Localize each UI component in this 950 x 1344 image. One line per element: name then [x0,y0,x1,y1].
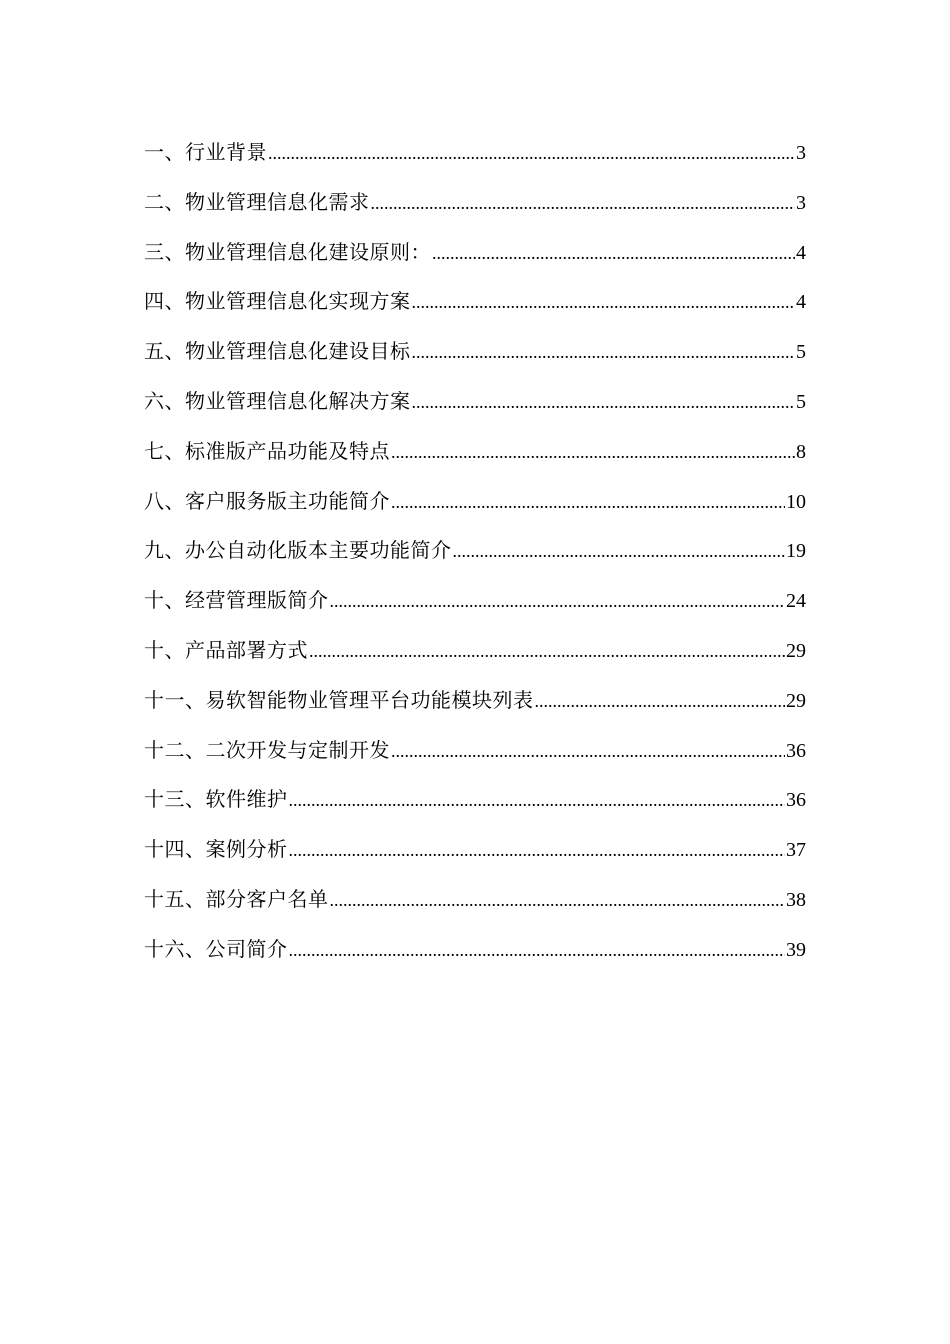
toc-leader-dots [289,928,786,972]
toc-entry-page: 29 [786,639,806,662]
toc-leader-dots [453,529,786,573]
toc-entry-title: 十五、部分客户名单 [144,886,329,911]
toc-entry-page: 37 [786,839,806,862]
toc-leader-dots [330,878,786,922]
toc-entry-page: 39 [786,938,806,961]
toc-entry[interactable] [144,429,806,479]
toc-entry[interactable] [144,479,806,529]
toc-entry-page: 24 [786,590,806,613]
toc-entry-title: 十三、软件维护 [144,787,288,812]
toc-entry-title: 五、物业管理信息化建设目标 [144,339,411,364]
toc-leader-dots [391,729,785,773]
toc-entry-title: 二、物业管理信息化需求 [144,189,370,214]
toc-entry[interactable] [144,927,806,977]
toc-leader-dots [289,828,786,872]
toc-entry-title: 十六、公司简介 [144,936,288,961]
toc-entry[interactable] [144,279,806,329]
toc-leader-dots [371,181,796,225]
toc-entry[interactable] [144,130,806,180]
toc-entry[interactable] [144,777,806,827]
toc-entry-page: 36 [786,739,806,762]
toc-entry-page: 36 [786,789,806,812]
toc-entry-title: 十四、案例分析 [144,837,288,862]
table-of-contents [144,130,806,977]
toc-entry-title: 十、产品部署方式 [144,637,308,662]
toc-entry-page: 3 [796,142,806,164]
toc-entry-title: 七、标准版产品功能及特点 [144,438,390,463]
toc-entry[interactable] [144,230,806,280]
toc-entry-title: 十二、二次开发与定制开发 [144,737,390,762]
toc-leader-dots [330,579,786,623]
toc-entry-page: 5 [796,341,806,364]
toc-leader-dots [268,131,795,175]
toc-entry[interactable] [144,379,806,429]
toc-entry-page: 29 [786,689,806,712]
toc-entry-title: 十一、易软智能物业管理平台功能模块列表 [144,687,534,712]
toc-entry-page: 19 [786,540,806,563]
toc-leader-dots [391,430,795,474]
toc-entry-page: 8 [796,440,806,463]
toc-entry-title: 四、物业管理信息化实现方案 [144,289,411,314]
toc-entry-title: 九、办公自动化版本主要功能简介 [144,538,452,563]
toc-leader-dots [412,330,796,374]
toc-leader-dots [391,480,785,524]
toc-entry[interactable] [144,827,806,877]
toc-entry[interactable] [144,877,806,927]
toc-entry-page: 5 [796,390,806,413]
toc-leader-dots [535,679,786,723]
toc-entry-page: 10 [786,490,806,513]
toc-entry-title: 八、客户服务版主功能简介 [144,488,390,513]
toc-entry[interactable] [144,528,806,578]
toc-entry[interactable] [144,578,806,628]
toc-entry[interactable] [144,728,806,778]
toc-entry-page: 4 [796,291,806,314]
toc-leader-dots [412,280,796,324]
toc-entry[interactable] [144,678,806,728]
toc-leader-dots [289,778,786,822]
toc-entry[interactable] [144,180,806,230]
toc-entry-page: 4 [796,241,806,264]
toc-leader-dots [432,231,795,275]
toc-entry-page: 38 [786,888,806,911]
toc-entry-title: 一、行业背景 [144,140,267,164]
toc-entry-title: 六、物业管理信息化解决方案 [144,388,411,413]
toc-entry[interactable] [144,329,806,379]
toc-entry-page: 3 [796,191,806,214]
toc-entry-title: 十、经营管理版简介 [144,588,329,613]
toc-entry-title: 三、物业管理信息化建设原则： [144,239,431,264]
toc-leader-dots [309,629,785,673]
toc-entry[interactable] [144,628,806,678]
toc-leader-dots [412,380,796,424]
